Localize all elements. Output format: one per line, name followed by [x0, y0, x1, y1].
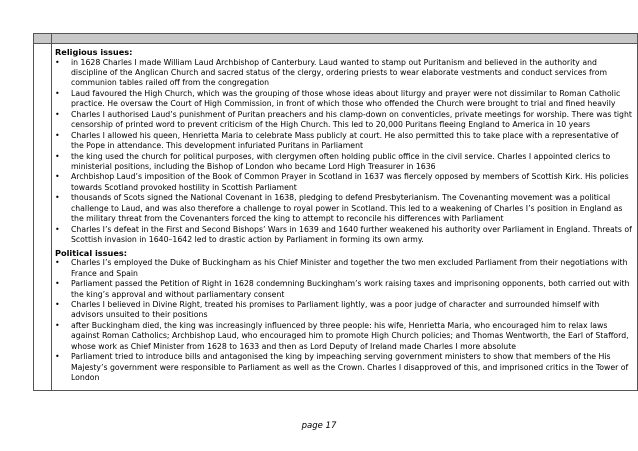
bullet-dot-icon: •	[55, 279, 60, 289]
bullet-dot-icon: •	[55, 109, 60, 119]
list-item-text: Parliament passed the Petition of Right in 1628 condemning Buckingham’s work raising taxes and imprisoning opponents, both carried out with the king’s approval and without parliamentary consent	[71, 279, 630, 299]
bullet-dot-icon: •	[55, 151, 60, 161]
page-number: page 17	[301, 421, 337, 431]
list-item-text: Charles I allowed his queen, Henrietta Maria to celebrate Mass publicly at court. He also permitted this to take place with a representative of the Pope in attendance. This development infuriated Puritans in Parliament	[71, 130, 619, 151]
list-item	[55, 172, 633, 193]
list-item	[55, 320, 633, 352]
table-content-row	[34, 44, 638, 391]
bullet-dot-icon: •	[55, 299, 60, 309]
list-item	[55, 57, 633, 89]
religious-issues-list	[55, 57, 633, 246]
list-item-text: Laud favoured the High Church, which was the grouping of those whose ideas about liturgy and prayer were not dissimilar to Roman Catholic practice. He oversaw the Court of High Commission, in front of which those who offended the Church were brought to trial and fined heavily	[71, 88, 621, 109]
list-item-text: Charles I’s employed the Duke of Buckingham as his Chief Minister and together the two men excluded Parliament from their negotiations with France and Spain	[71, 258, 628, 278]
list-item	[55, 299, 633, 321]
header-cell-right	[52, 34, 638, 44]
table-header-row	[34, 34, 638, 44]
list-item	[55, 193, 633, 224]
political-issues-heading: Political issues:	[55, 247, 128, 258]
notes-table	[33, 33, 638, 391]
content-cell	[52, 44, 638, 391]
left-margin-cell	[34, 44, 52, 391]
list-item	[55, 352, 633, 383]
list-item	[55, 109, 633, 131]
list-item-text: the king used the church for political purposes, with clergymen often holding public office in the civil service. Charles I appointed clerics to ministerial positions, including the Bishop of London who became Lord High Treasurer in 1636	[71, 151, 611, 172]
bullet-dot-icon: •	[55, 130, 60, 140]
political-issues-list	[55, 258, 633, 383]
list-item-text: Charles I authorised Laud’s punishment of Puritan preachers and his clamp-down on conventicles, private meetings for worship. There was tight censorship of printed word to prevent criticism of the High Church. This led to 20,000 Puritans fleeing England to America in 10 years	[71, 109, 632, 130]
list-item	[55, 258, 633, 279]
religious-issues-heading: Religious issues:	[55, 47, 133, 57]
list-item-text: Charles I’s defeat in the First and Second Bishops’ Wars in 1639 and 1640 further weakened his authority over Parliament in England. Threats of Scottish invasion in 1640–1642 led to drastic action by Parliament in forming its own army.	[71, 224, 632, 245]
list-item	[55, 130, 633, 152]
list-item-text: Archbishop Laud’s imposition of the Book of Common Prayer in Scotland in 1637 was fiercely opposed by members of Scottish Kirk. His policies towards Scotland provoked hostility in Scottish Parliament	[71, 172, 629, 192]
header-cell-left	[34, 34, 52, 44]
list-item	[55, 224, 633, 246]
bullet-dot-icon: •	[55, 193, 60, 203]
bullet-dot-icon: •	[55, 320, 60, 330]
bullet-dot-icon: •	[55, 57, 60, 67]
bullet-dot-icon: •	[55, 224, 60, 234]
list-item-text: Parliament tried to introduce bills and antagonised the king by impeaching serving government ministers to show that members of the His Majesty’s government were responsible to Parliament as well as the Crown. Charles I disapproved of this, and imprisoned critics in the Tower of London	[71, 352, 629, 383]
list-item-text: after Buckingham died, the king was increasingly influenced by three people: his wife, Henrietta Maria, who encouraged him to relax laws against Roman Catholics; Archbishop Laud, who encouraged him to promote High Church policies; and Thomas Wentworth, the Earl of Stafford, whose work as Chief Minister from 1628 to 1633 and then as Lord Deputy of Ireland made Charles I more absolute	[71, 320, 629, 351]
list-item	[55, 279, 633, 300]
bullet-dot-icon: •	[55, 352, 60, 362]
bullet-dot-icon: •	[55, 88, 60, 98]
bullet-dot-icon: •	[55, 258, 60, 268]
bullet-dot-icon: •	[55, 172, 60, 182]
list-item	[55, 88, 633, 110]
list-item-text: thousands of Scots signed the National Covenant in 1638, pledging to defend Presbyterianism. The Covenanting movement was a political challenge to Laud, and was also therefore a challenge to royal power in Scotland. This led to a weakening of Charles I’s position in England as the military threat from the Covenanters forced the king to attempt to reconcile his differences with Parliament	[71, 193, 623, 224]
list-item	[55, 151, 633, 173]
list-item-text: Charles I believed in Divine Right, treated his promises to Parliament lightly, was a poor judge of character and surrounded himself with advisors unsuited to their positions	[71, 299, 600, 320]
list-item-text: in 1628 Charles I made William Laud Archbishop of Canterbury. Laud wanted to stamp out Puritanism and believed in the authority and discipline of the Anglican Church and sacred status of the clergy, ordering priests to wear elaborate vestments and conduct services from communion tables railed off from the congregation	[71, 57, 608, 88]
